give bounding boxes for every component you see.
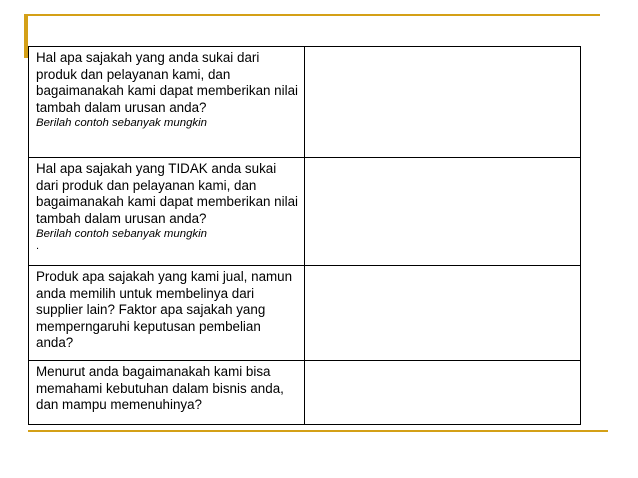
- questionnaire-table: [28, 46, 581, 425]
- question-cell: [29, 361, 305, 425]
- question-cell: [29, 47, 305, 158]
- question-text: Hal apa sajakah yang TIDAK anda sukai dari produk dan pelayanan kami, dan bagaimanakah kami dapat memberikan nilai tambah dalam urusan anda?: [36, 161, 299, 226]
- answer-cell[interactable]: [305, 47, 581, 158]
- question-text: Hal apa sajakah yang anda sukai dari produk dan pelayanan kami, dan bagaimanakah kami dapat memberikan nilai tambah dalam urusan anda?: [36, 50, 299, 115]
- accent-bottom-line: [28, 430, 608, 432]
- question-text: Menurut anda bagaimanakah kami bisa memahami kebutuhan dalam bisnis anda, dan mampu memenuhinya?: [36, 364, 284, 413]
- answer-cell[interactable]: [305, 361, 581, 425]
- table-row: [29, 47, 581, 158]
- table-row: [29, 361, 581, 425]
- answer-cell[interactable]: [305, 158, 581, 266]
- table-row: [29, 158, 581, 266]
- accent-top-line: [28, 14, 600, 16]
- question-cell: [29, 158, 305, 266]
- question-hint: Berilah contoh sebanyak mungkin: [36, 228, 207, 241]
- question-hint: Berilah contoh sebanyak mungkin: [36, 117, 207, 130]
- question-extra: .: [36, 240, 40, 253]
- question-text: Produk apa sajakah yang kami jual, namun anda memilih untuk membelinya dari supplier lain? Faktor apa sajakah yang memperngaruhi keputusan pembelian anda?: [36, 269, 293, 351]
- answer-cell[interactable]: [305, 266, 581, 361]
- question-cell: [29, 266, 305, 361]
- table-row: [29, 266, 581, 361]
